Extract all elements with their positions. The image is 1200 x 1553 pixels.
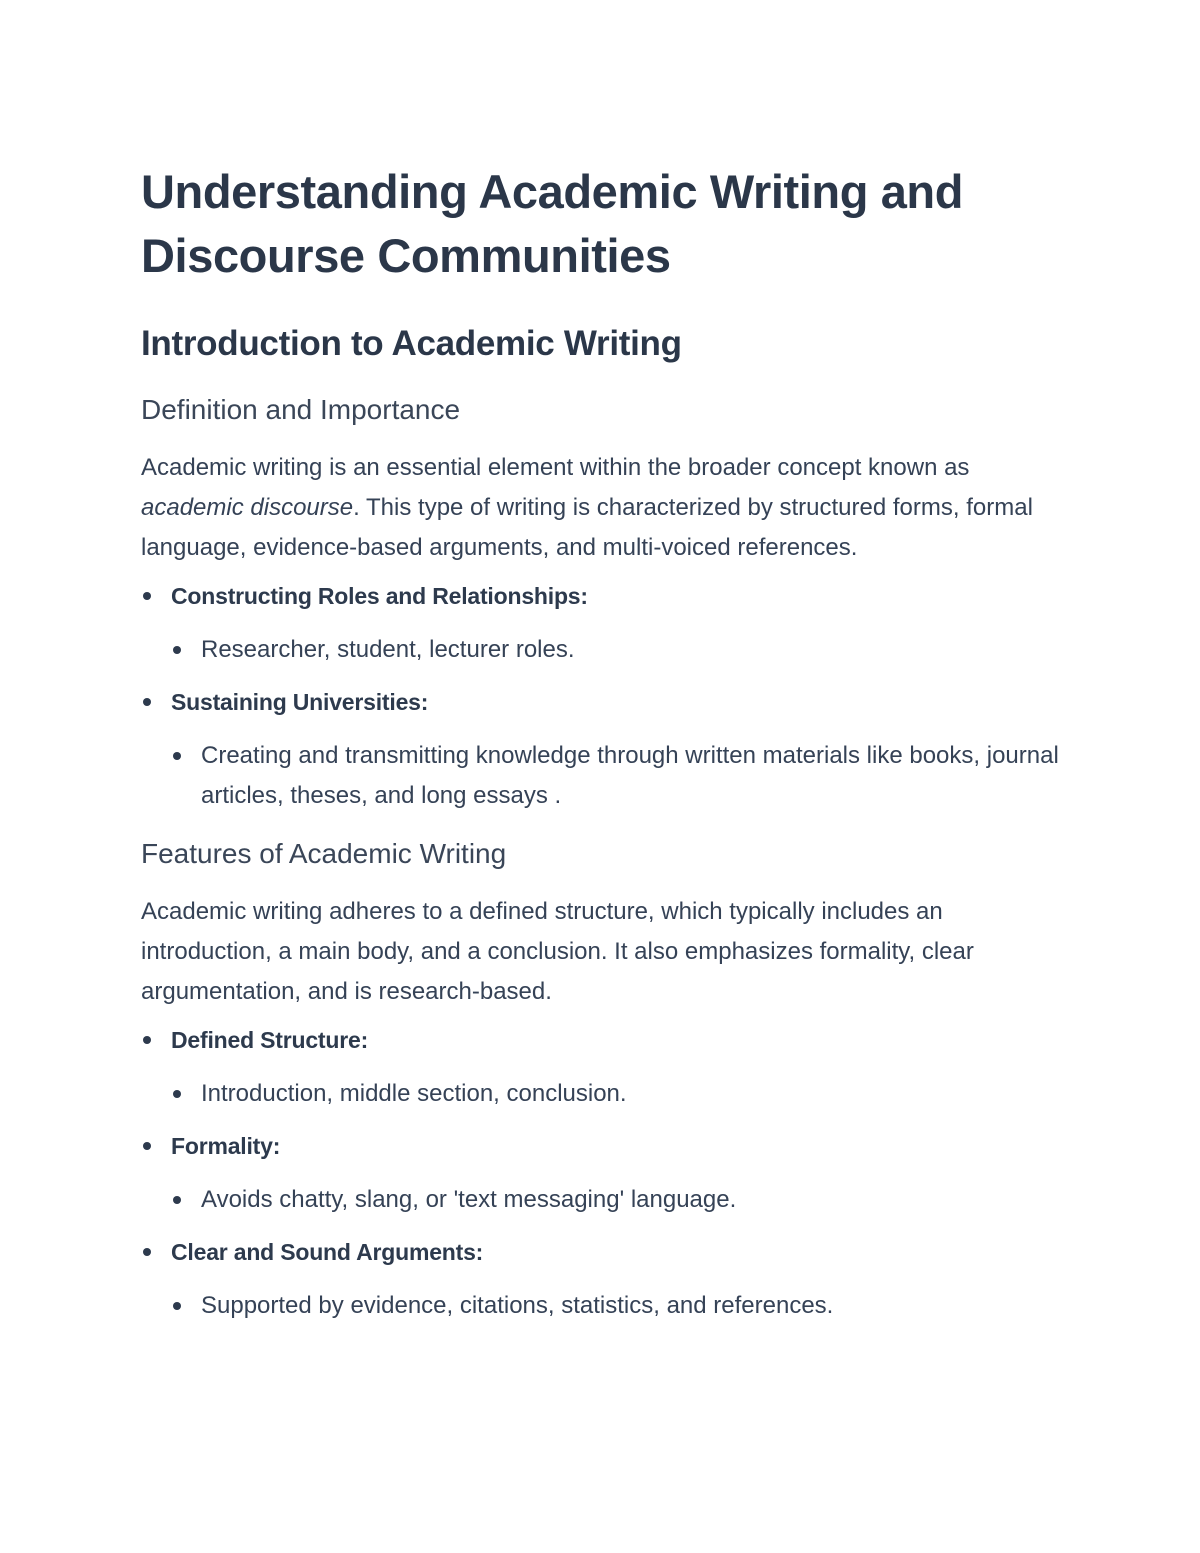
sub-list-item <box>171 736 1061 816</box>
sub-list-item-text: Avoids chatty, slang, or 'text messaging' language. <box>201 1186 737 1213</box>
list-item <box>141 1126 1061 1220</box>
list-item-label: Formality: <box>171 1133 281 1159</box>
features-list <box>141 1020 1061 1326</box>
definition-paragraph <box>141 448 1061 568</box>
sub-list <box>171 1074 1061 1114</box>
subsection-heading-definition: Definition and Importance <box>141 394 461 425</box>
paragraph-text: Academic writing is an essential element within the broader concept known as <box>141 454 970 481</box>
definition-list <box>141 576 1061 816</box>
bullet-icon <box>173 646 181 654</box>
list-item-label: Constructing Roles and Relationships: <box>171 583 588 609</box>
sub-list-item <box>171 630 1061 670</box>
sub-list-item <box>171 1286 1061 1326</box>
list-item <box>141 1020 1061 1114</box>
sub-list-item <box>171 1074 1061 1114</box>
paragraph-text: . This type of writing is characterized by structured forms, formal language, evidence-based arguments, and multi-voiced references. <box>141 494 1033 561</box>
sub-list <box>171 630 1061 670</box>
bullet-icon <box>173 1302 181 1310</box>
list-item-label: Defined Structure: <box>171 1027 369 1053</box>
section-heading: Introduction to Academic Writing <box>141 324 682 363</box>
sub-list-item-text: Supported by evidence, citations, statistics, and references. <box>201 1292 834 1319</box>
sub-list-item <box>171 1180 1061 1220</box>
sub-list-item-text: Creating and transmitting knowledge through written materials like books, journal articles, theses, and long essays . <box>201 742 1059 809</box>
document-page <box>141 160 1061 1338</box>
list-item-label: Sustaining Universities: <box>171 689 429 715</box>
sub-list-item-text: Researcher, student, lecturer roles. <box>201 636 575 663</box>
list-item <box>141 576 1061 670</box>
bullet-icon <box>173 1196 181 1204</box>
sub-list <box>171 1180 1061 1220</box>
bullet-icon <box>143 1036 151 1044</box>
bullet-icon <box>173 1090 181 1098</box>
bullet-icon <box>143 1248 151 1256</box>
features-paragraph: Academic writing adheres to a defined structure, which typically includes an introduction, a main body, and a conclusion. It also emphasizes formality, clear argumentation, and is research-based. <box>141 898 974 1005</box>
sub-list <box>171 1286 1061 1326</box>
list-item <box>141 1232 1061 1326</box>
bullet-icon <box>173 752 181 760</box>
emphasis-text: academic discourse <box>141 494 354 521</box>
list-item-label: Clear and Sound Arguments: <box>171 1239 484 1265</box>
sub-list <box>171 736 1061 816</box>
bullet-icon <box>143 1142 151 1150</box>
document-title: Understanding Academic Writing and Discourse Communities <box>141 165 964 282</box>
sub-list-item-text: Introduction, middle section, conclusion. <box>201 1080 627 1107</box>
bullet-icon <box>143 698 151 706</box>
subsection-heading-features: Features of Academic Writing <box>141 838 507 869</box>
bullet-icon <box>143 592 151 600</box>
list-item <box>141 682 1061 816</box>
